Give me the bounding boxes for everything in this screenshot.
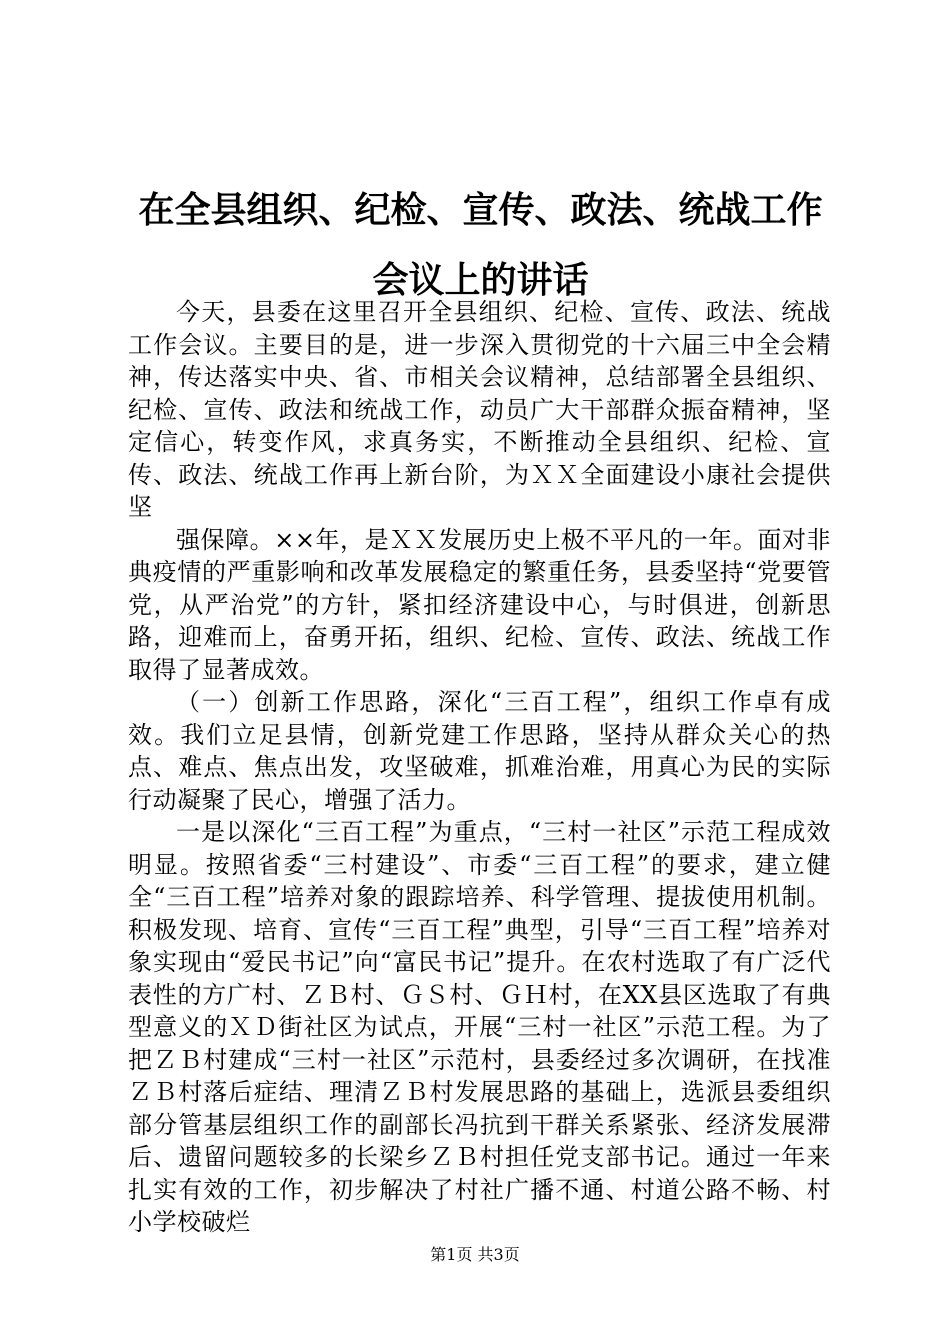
paragraph-2: 强保障。××年，是ＸＸ发展历史上极不平凡的一年。面对非典疫情的严重影响和改革发展稳定的繁重任务，县委坚持“党要管党，从严治党”的方针，紧扣经济建设中心，与时俱进，创新思路，迎难而上，奋勇开拓，组织、纪检、宣传、政法、统战工作取得了显著成效。 bbox=[128, 525, 831, 684]
document-body bbox=[128, 296, 831, 1239]
paragraph-3: （一）创新工作思路，深化“三百工程”，组织工作卓有成效。我们立足县情，创新党建工作思路，坚持从群众关心的热点、难点、焦点出发，攻坚破难，抓难治难，用真心为民的实际行动凝聚了民心，增强了活力。 bbox=[128, 688, 831, 814]
paragraph-4: 一是以深化“三百工程”为重点，“三村一社区”示范工程成效明显。按照省委“三村建设”、市委“三百工程”的要求，建立健全“三百工程”培养对象的跟踪培养、科学管理、提拔使用机制。积极发现、培育、宣传“三百工程”典型，引导“三百工程”培养对象实现由“爱民书记”向“富民书记”提升。在农村选取了有广泛代表性的方广村、ＺＢ村、ＧＳ村、ＧＨ村，在XX县区选取了有典型意义的ＸＤ街社区为试点，开展“三村一社区”示范工程。为了把ＺＢ村建成“三村一社区”示范村，县委经过多次调研，在找准ＺＢ村落后症结、理清ＺＢ村发展思路的基础上，选派县委组织部分管基层组织工作的副部长冯抗到干群关系紧张、经济发展滞后、遗留问题较多的长梁乡ＺＢ村担任党支部书记。通过一年来扎实有效的工作，初步解决了村社广播不通、村道公路不畅、村小学校破烂 bbox=[128, 818, 831, 1236]
document-title: 在全县组织、纪检、宣传、政法、统战工作会议上的讲话 bbox=[138, 190, 823, 301]
paragraph-1: 今天，县委在这里召开全县组织、纪检、宣传、政法、统战工作会议。主要目的是，进一步深入贯彻党的十六届三中全会精神，传达落实中央、省、市相关会议精神，总结部署全县组织、纪检、宣传、政法和统战工作，动员广大干部群众振奋精神，坚定信心，转变作风，求真务实，不断推动全县组织、纪检、宣传、政法、统战工作再上新台阶，为ＸＸ全面建设小康社会提供坚 bbox=[128, 298, 831, 521]
page-number-footer: 第1页 共3页 bbox=[430, 1245, 520, 1264]
